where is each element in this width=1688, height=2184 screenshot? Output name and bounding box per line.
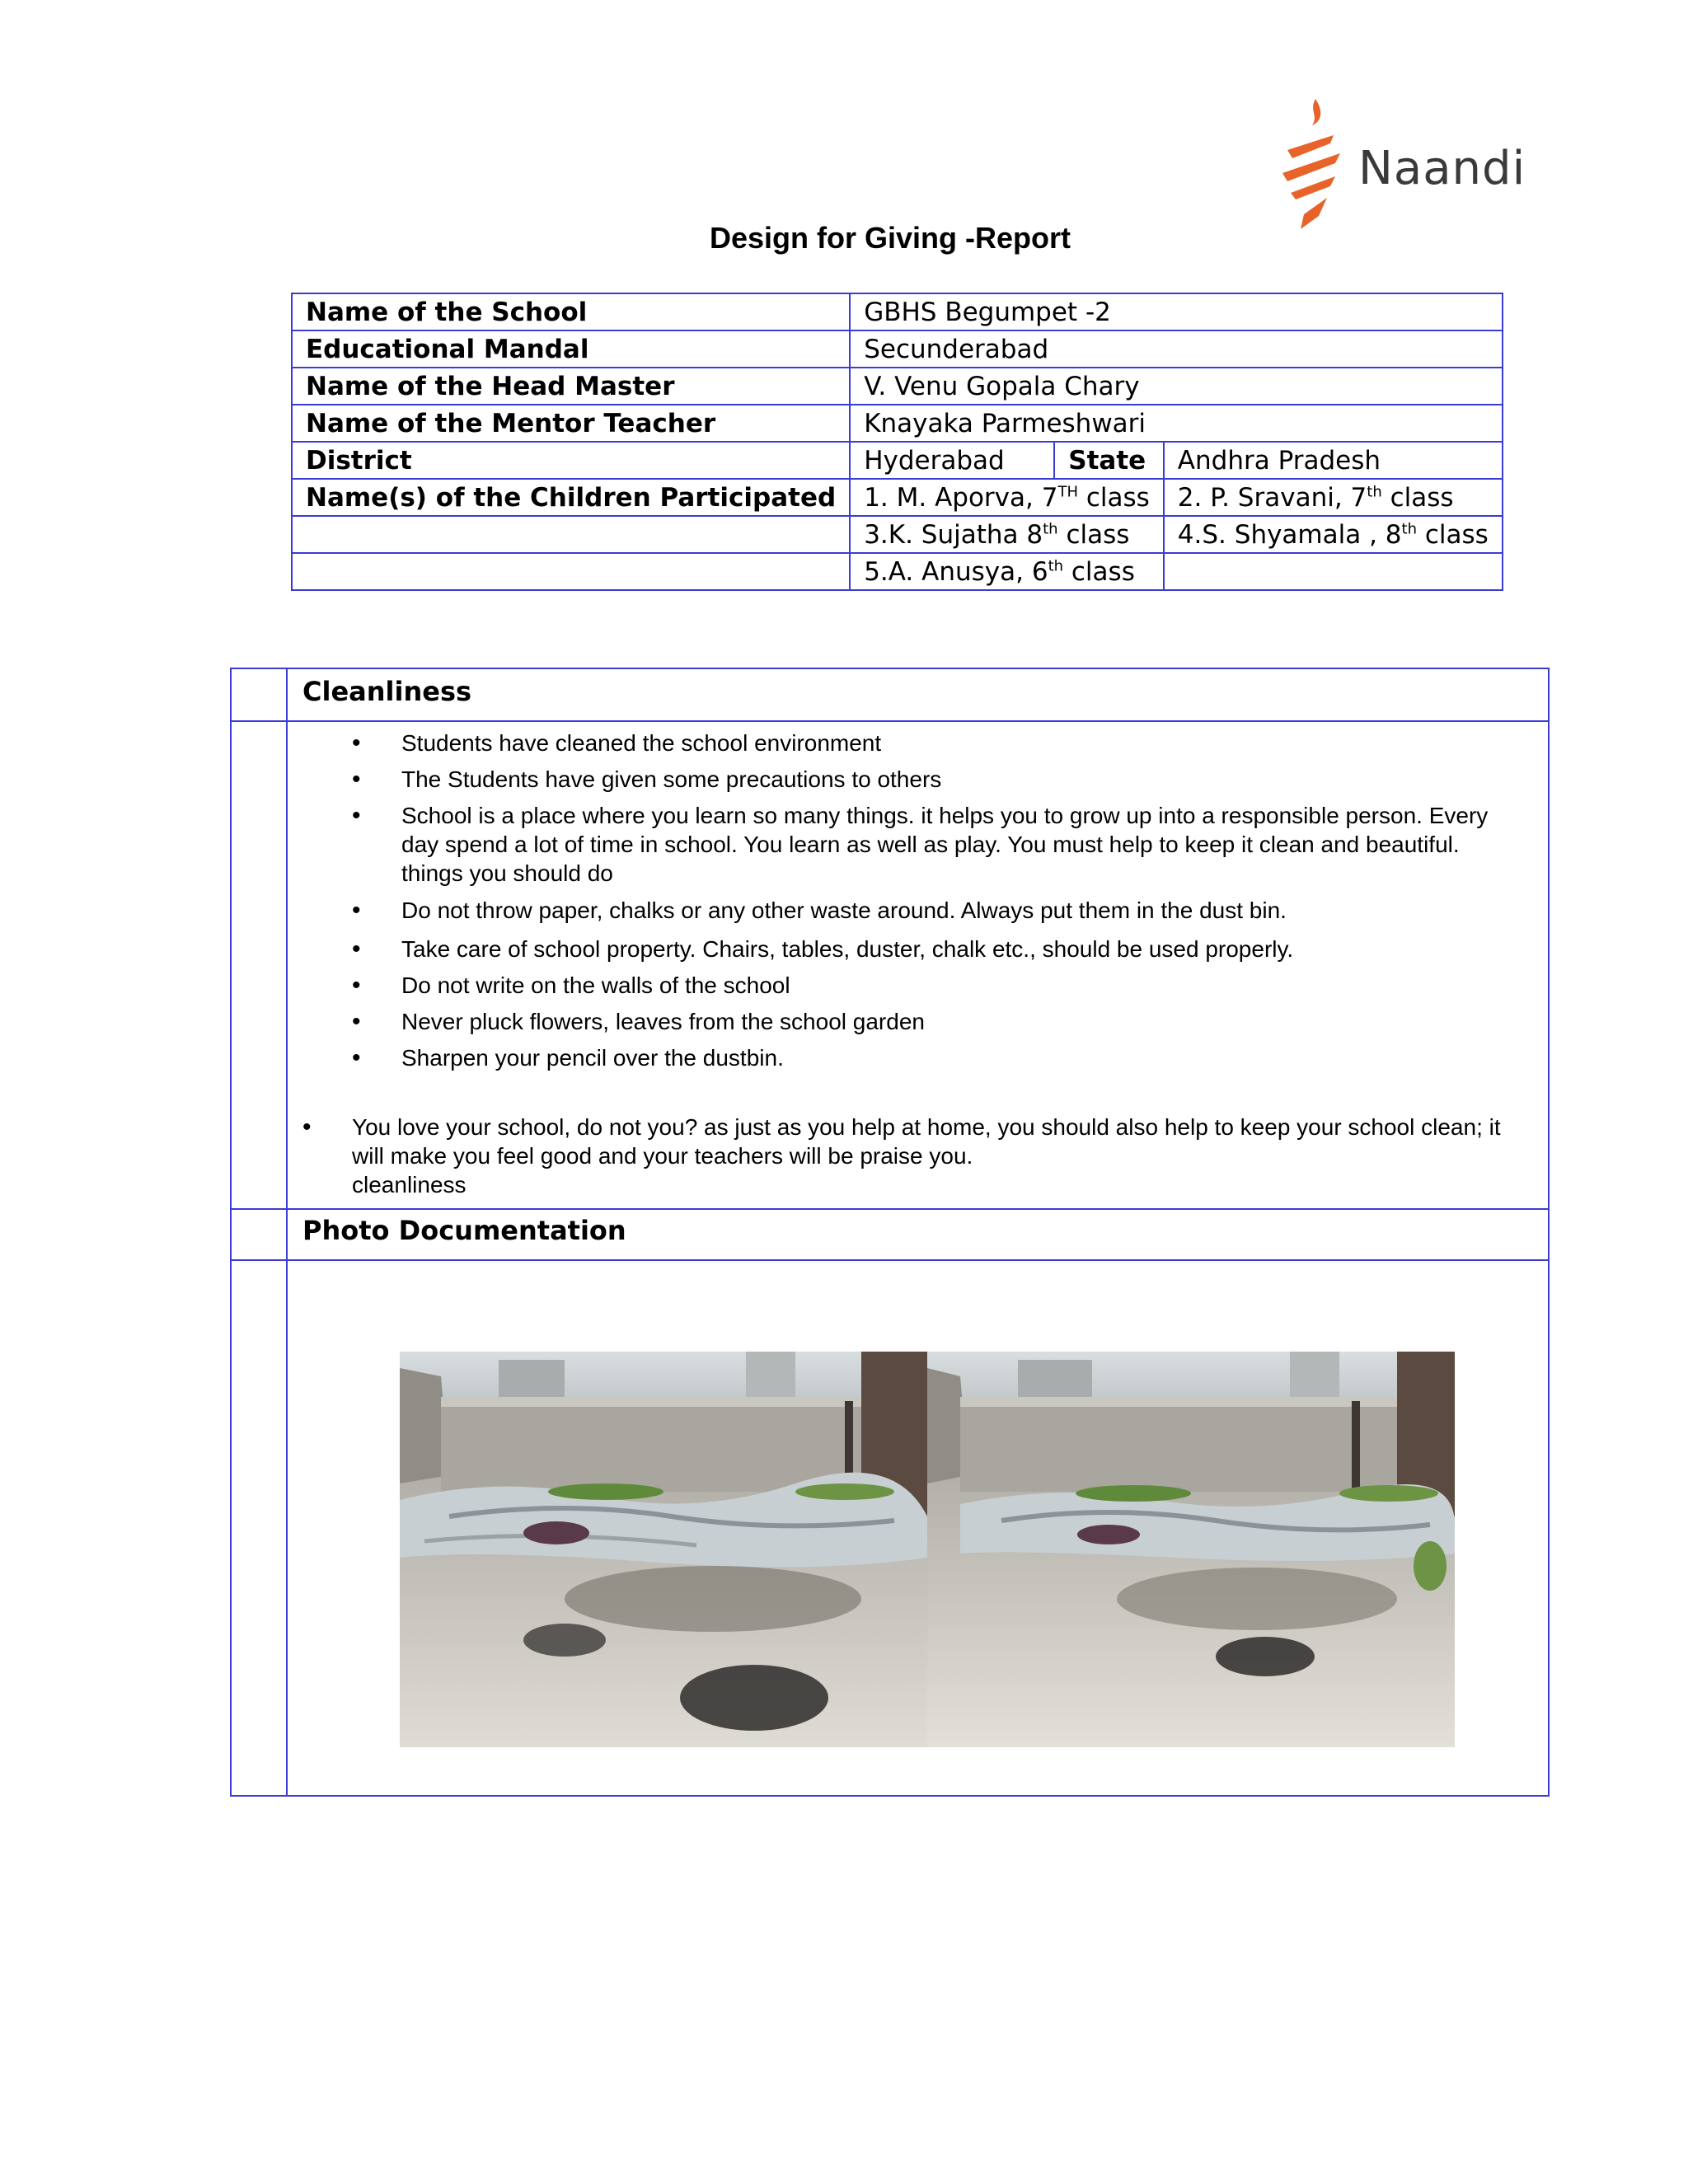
children-label: Name(s) of the Children Participated	[292, 479, 850, 516]
rooftop-photo-image	[400, 1352, 927, 1747]
list-item: • Do not throw paper, chalks or any other waste around. Always put them in the dust bin.	[352, 896, 1522, 925]
table-row	[292, 442, 1503, 479]
state-value: Andhra Pradesh	[1164, 442, 1503, 479]
child-5: 5.A. Anusya, 6th class	[850, 553, 1164, 590]
child-2: 2. P. Sravani, 7th class	[1164, 479, 1503, 516]
row-divider	[232, 1208, 1548, 1210]
list-item: • Never pluck flowers, leaves from the school garden	[352, 1007, 1522, 1036]
headmaster-label: Name of the Head Master	[292, 368, 850, 405]
child-3: 3.K. Sujatha 8th class	[850, 516, 1164, 553]
outer-note: cleanliness	[352, 1172, 467, 1197]
state-label: State	[1054, 442, 1164, 479]
cleanliness-points	[352, 729, 1522, 1072]
list-item: • School is a place where you learn so many things. it helps you to grow up into a responsible person. Every day spend a lot of time in school. You learn as well as play. You must help to keep it clean and beautiful. things you should do	[352, 801, 1522, 888]
headmaster-value: V. Venu Gopala Chary	[850, 368, 1503, 405]
table-row	[292, 293, 1503, 330]
child-1: 1. M. Aporva, 7TH class	[850, 479, 1164, 516]
table-row	[292, 330, 1503, 368]
mentor-value: Knayaka Parmeshwari	[850, 405, 1503, 442]
photo-documentation-heading: Photo Documentation	[302, 1215, 626, 1246]
cleanliness-heading: Cleanliness	[302, 676, 472, 707]
report-title: Design for Giving -Report	[709, 221, 1071, 255]
cleanup-photo-after	[927, 1352, 1455, 1747]
school-info-table	[291, 293, 1503, 591]
flame-icon	[1276, 92, 1350, 232]
list-item: • Take care of school property. Chairs, tables, duster, chalk etc., should be used properly.	[352, 935, 1522, 963]
cleanup-photo-before	[400, 1352, 927, 1747]
sub-note: things you should do	[401, 860, 613, 886]
list-item: • Do not write on the walls of the school	[352, 971, 1522, 1000]
rooftop-photo-image	[927, 1352, 1455, 1747]
naandi-logo	[1276, 92, 1540, 232]
table-row	[292, 516, 1503, 553]
table-row	[292, 405, 1503, 442]
school-value: GBHS Begumpet -2	[850, 293, 1503, 330]
row-divider	[232, 720, 1548, 722]
list-item: • The Students have given some precautions to others	[352, 765, 1522, 794]
school-label: Name of the School	[292, 293, 850, 330]
list-item: • Sharpen your pencil over the dustbin.	[352, 1043, 1522, 1072]
column-divider	[286, 669, 288, 1795]
row-divider	[232, 1259, 1548, 1261]
district-label: District	[292, 442, 850, 479]
list-item: • You love your school, do not you? as just as you help at home, you should also help to keep your school clean; it will make you feel good and your teachers will be praise you. cleanliness	[302, 1113, 1522, 1199]
list-item: • Students have cleaned the school environment	[352, 729, 1522, 757]
table-row	[292, 479, 1503, 516]
table-row	[292, 368, 1503, 405]
mentor-label: Name of the Mentor Teacher	[292, 405, 850, 442]
mandal-value: Secunderabad	[850, 330, 1503, 368]
table-row	[292, 553, 1503, 590]
child-4: 4.S. Shyamala , 8th class	[1164, 516, 1503, 553]
mandal-label: Educational Mandal	[292, 330, 850, 368]
logo-text: Naandi	[1358, 142, 1526, 195]
district-value: Hyderabad	[850, 442, 1054, 479]
cleanliness-outer-point	[302, 1113, 1522, 1199]
